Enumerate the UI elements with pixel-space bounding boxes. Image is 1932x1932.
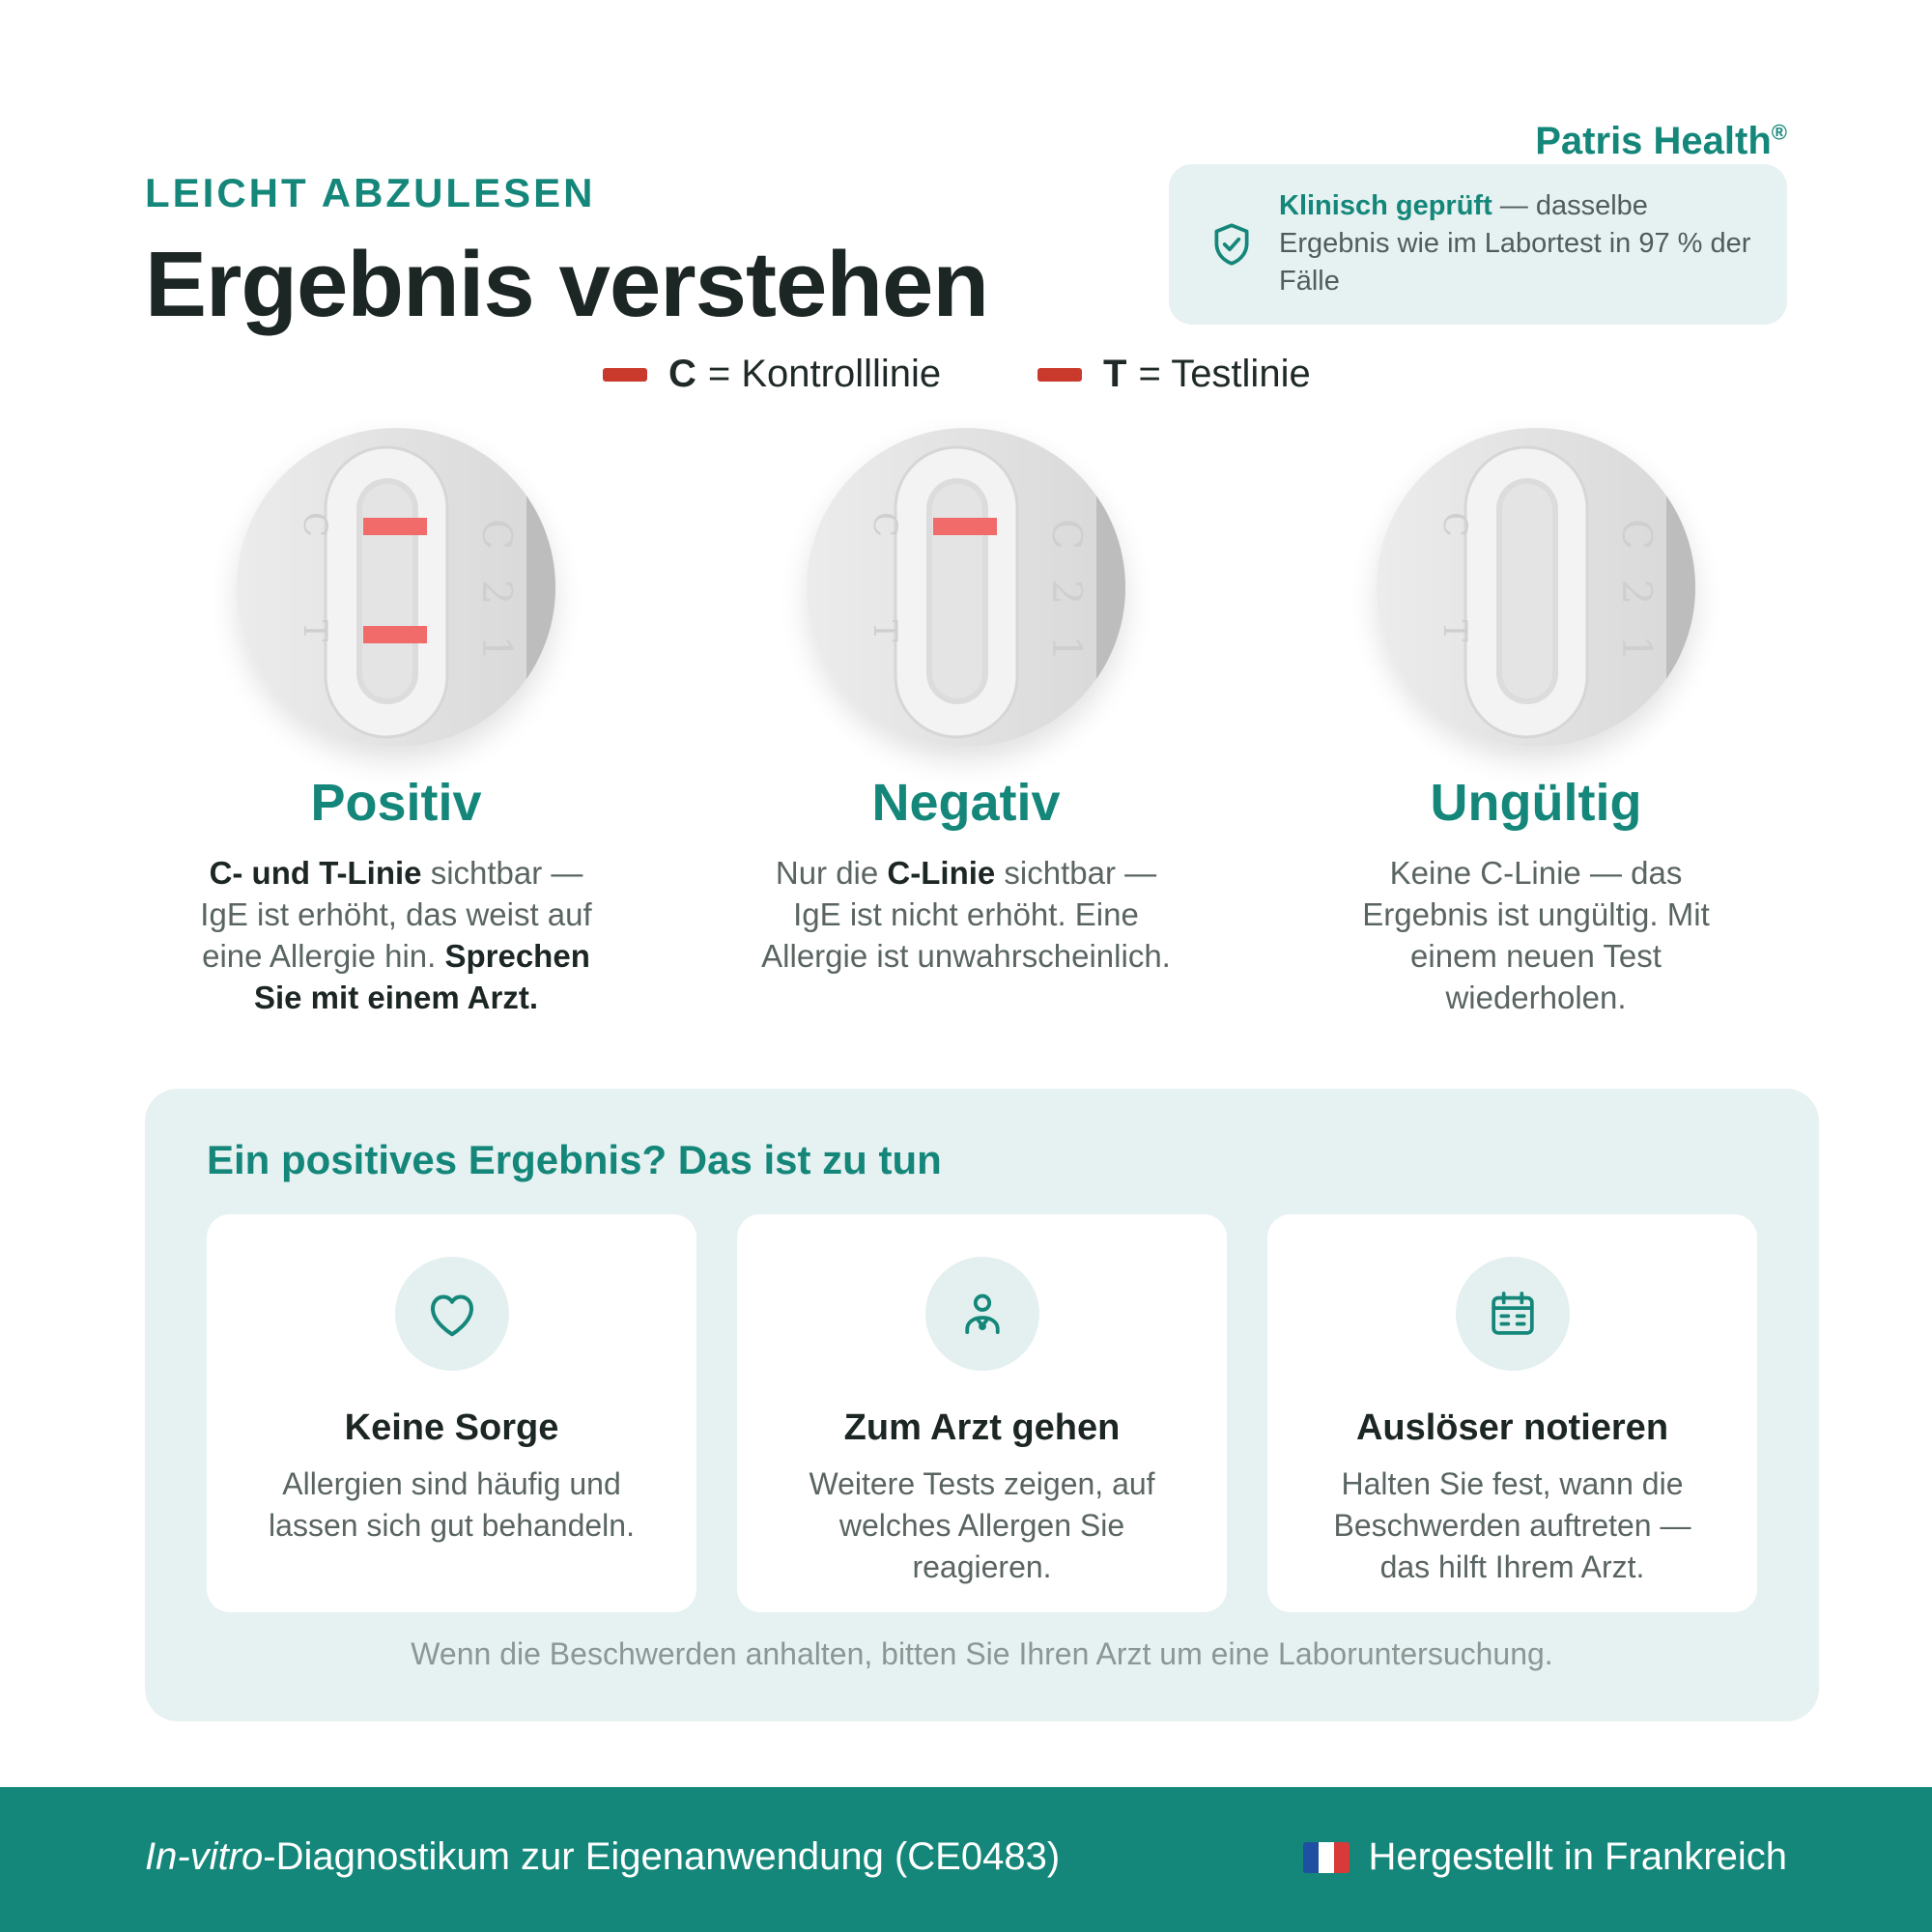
heart-icon — [423, 1285, 481, 1343]
clinical-badge-text: Klinisch geprüft — dasselbe Ergebnis wie im Labortest in 97 % der Fälle — [1279, 190, 1751, 297]
shield-check-icon — [1208, 220, 1256, 269]
legend-swatch — [1037, 368, 1082, 382]
step-card-text: Allergien sind häufig und lassen sich gut behandeln. — [269, 1466, 635, 1543]
svg-text:T: T — [1435, 619, 1474, 642]
result-line-c — [363, 518, 427, 535]
section-eyebrow: LEICHT ABZULESEN — [145, 170, 596, 215]
svg-text:1: 1 — [1613, 635, 1661, 662]
step-card-text: Halten Sie fest, wann die Beschwerden auftreten — das hilft Ihrem Arzt. — [1333, 1466, 1691, 1584]
svg-text:C: C — [1043, 518, 1091, 551]
result-title: Positiv — [310, 774, 482, 832]
step-card-note-triggers — [1267, 1214, 1757, 1612]
step-card-title: Zum Arzt gehen — [843, 1407, 1121, 1448]
doctor-icon — [956, 1288, 1009, 1340]
result-title: Ungültig — [1430, 774, 1642, 832]
clinical-badge — [1169, 164, 1787, 325]
calendar-icon — [1486, 1287, 1540, 1341]
svg-text:T: T — [296, 619, 334, 642]
cassette-illustration — [807, 428, 1125, 747]
brand-logo: Patris Health® — [1535, 120, 1787, 162]
next-steps-note: Wenn die Beschwerden anhalten, bitten Sie Ihren Arzt um eine Laboruntersuchung. — [411, 1636, 1553, 1671]
svg-text:2: 2 — [1043, 579, 1091, 606]
test-cassette-invalid — [1377, 428, 1695, 747]
result-title: Negativ — [871, 774, 1061, 832]
france-flag-icon — [1303, 1842, 1350, 1873]
icon-circle — [395, 1257, 509, 1371]
legend-swatch — [603, 368, 647, 382]
svg-text:1: 1 — [1043, 635, 1091, 662]
result-line-c — [933, 518, 997, 535]
result-description: C- und T-Linie sichtbar — IgE ist erhöht, das weist auf eine Allergie hin. Sprechen Sie mit einem Arzt. — [200, 855, 592, 1015]
step-card-text: Weitere Tests zeigen, auf welches Allergen Sie reagieren. — [809, 1466, 1155, 1584]
result-description: Keine C-Linie — das Ergebnis ist ungültig. Mit einem neuen Test wiederholen. — [1362, 855, 1710, 1015]
test-cassette-negative — [807, 428, 1125, 747]
next-steps-title: Ein positives Ergebnis? Das ist zu tun — [207, 1137, 942, 1182]
step-card-see-doctor — [737, 1214, 1227, 1612]
step-card-no-worry — [207, 1214, 696, 1612]
next-steps-panel — [145, 1089, 1819, 1721]
svg-text:C: C — [473, 518, 521, 551]
line-legend — [0, 353, 1932, 407]
svg-text:C: C — [866, 511, 904, 538]
test-cassette-positive — [237, 428, 555, 747]
svg-text:C: C — [296, 511, 334, 538]
icon-circle — [925, 1257, 1039, 1371]
result-description: Nur die C-Linie sichtbar — IgE ist nicht erhöht. Eine Allergie ist unwahrscheinlich. — [761, 855, 1171, 974]
step-card-title: Auslöser notieren — [1355, 1407, 1669, 1448]
cassette-illustration — [1377, 428, 1695, 747]
result-negative — [753, 773, 1179, 977]
footer-ivd-label: In-vitro-Diagnostikum zur Eigenanwendung (CE0483) — [145, 1835, 1061, 1878]
svg-text:2: 2 — [473, 579, 521, 606]
icon-circle — [1456, 1257, 1570, 1371]
footer-origin-text: Hergestellt in Frankreich — [1368, 1835, 1787, 1878]
legend-item-control: C = Kontrolllinie — [603, 353, 941, 396]
svg-text:1: 1 — [473, 635, 521, 662]
legend-item-test: T = Testlinie — [1037, 353, 1311, 396]
footer-origin — [1303, 1835, 1788, 1879]
footer-bar — [0, 1787, 1932, 1932]
svg-text:T: T — [866, 619, 904, 642]
page-title: Ergebnis verstehen — [145, 233, 988, 336]
cassette-illustration — [237, 428, 555, 747]
svg-text:2: 2 — [1613, 579, 1661, 606]
step-card-title: Keine Sorge — [344, 1407, 559, 1448]
result-invalid — [1323, 773, 1748, 1018]
result-positive — [184, 773, 609, 1018]
svg-text:C: C — [1613, 518, 1661, 551]
result-line-t — [363, 626, 427, 643]
svg-text:C: C — [1435, 511, 1474, 538]
